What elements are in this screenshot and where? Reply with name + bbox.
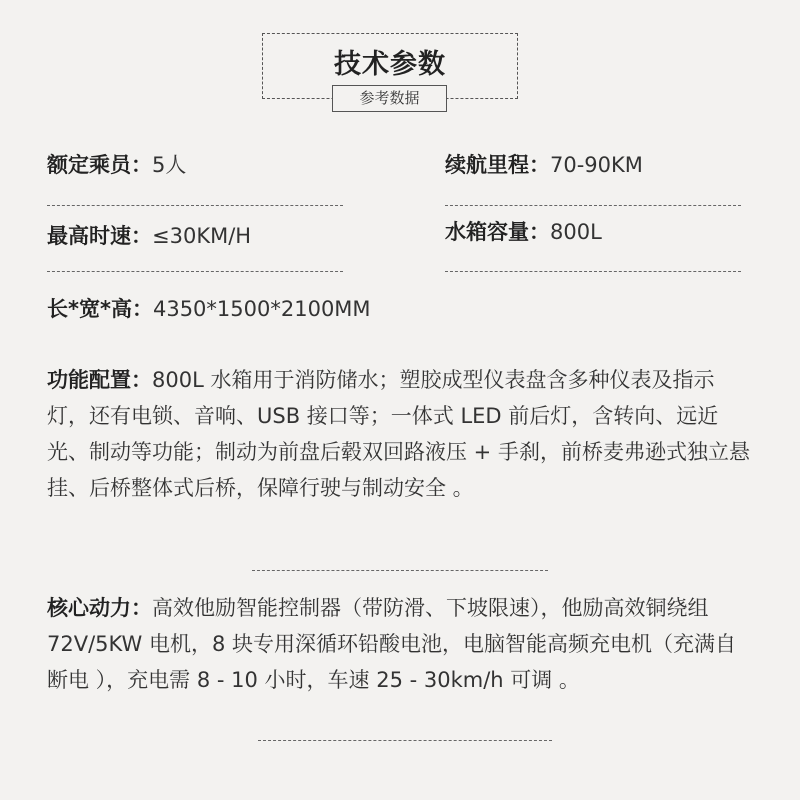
spec-value: 4350*1500*2100MM (152, 297, 371, 321)
power-paragraph (47, 590, 755, 698)
divider (445, 271, 741, 272)
spec-value: 800L (550, 220, 602, 244)
subtitle-badge: 参考数据 (332, 85, 447, 112)
spec-size (47, 294, 371, 324)
power-label: 核心动力 (47, 596, 131, 620)
divider (252, 570, 548, 571)
colon: ： (529, 220, 550, 244)
colon: ： (131, 297, 153, 321)
divider (258, 740, 552, 741)
spec-value: 70-90KM (550, 153, 643, 177)
spec-label: 额定乘员 (47, 153, 131, 177)
spec-label: 水箱容量 (445, 220, 529, 244)
spec-label: 续航里程 (445, 153, 529, 177)
page-title: 技术参数 (334, 49, 446, 80)
features-text: 800L 水箱用于消防储水；塑胶成型仪表盘含多种仪表及指示灯，还有电锁、音响、USB 接口等；一体式 LED 前后灯，含转向、远近光、制动等功能；制动为前盘后毂双回路液压 + 手刹，前桥麦弗逊式独立悬挂、后桥整体式后桥，保障行驶与制动安全 。 (47, 368, 750, 500)
colon: ： (131, 368, 152, 392)
colon: ： (131, 153, 152, 177)
spec-label: 最高时速 (47, 224, 131, 248)
features-label: 功能配置 (47, 368, 131, 392)
divider (47, 271, 343, 272)
spec-passengers (47, 150, 186, 180)
colon: ： (131, 224, 152, 248)
colon: ： (529, 153, 550, 177)
features-paragraph (47, 362, 755, 506)
spec-label: 长*宽*高 (47, 297, 132, 321)
colon: ： (131, 596, 152, 620)
power-text: 高效他励智能控制器（带防滑、下坡限速），他励高效铜绕组 72V/5KW 电机，8 块专用深循环铅酸电池，电脑智能高频充电机（充满自断电 ），充电需 8 - 10 小时，车速 25 - 30km/h 可调 。 (47, 596, 737, 692)
spec-range (445, 150, 643, 180)
divider (445, 205, 741, 206)
divider (47, 205, 343, 206)
spec-speed (47, 221, 251, 251)
spec-value: 5人 (152, 153, 187, 177)
spec-tank (445, 217, 602, 247)
spec-value: ≤30KM/H (152, 224, 252, 248)
